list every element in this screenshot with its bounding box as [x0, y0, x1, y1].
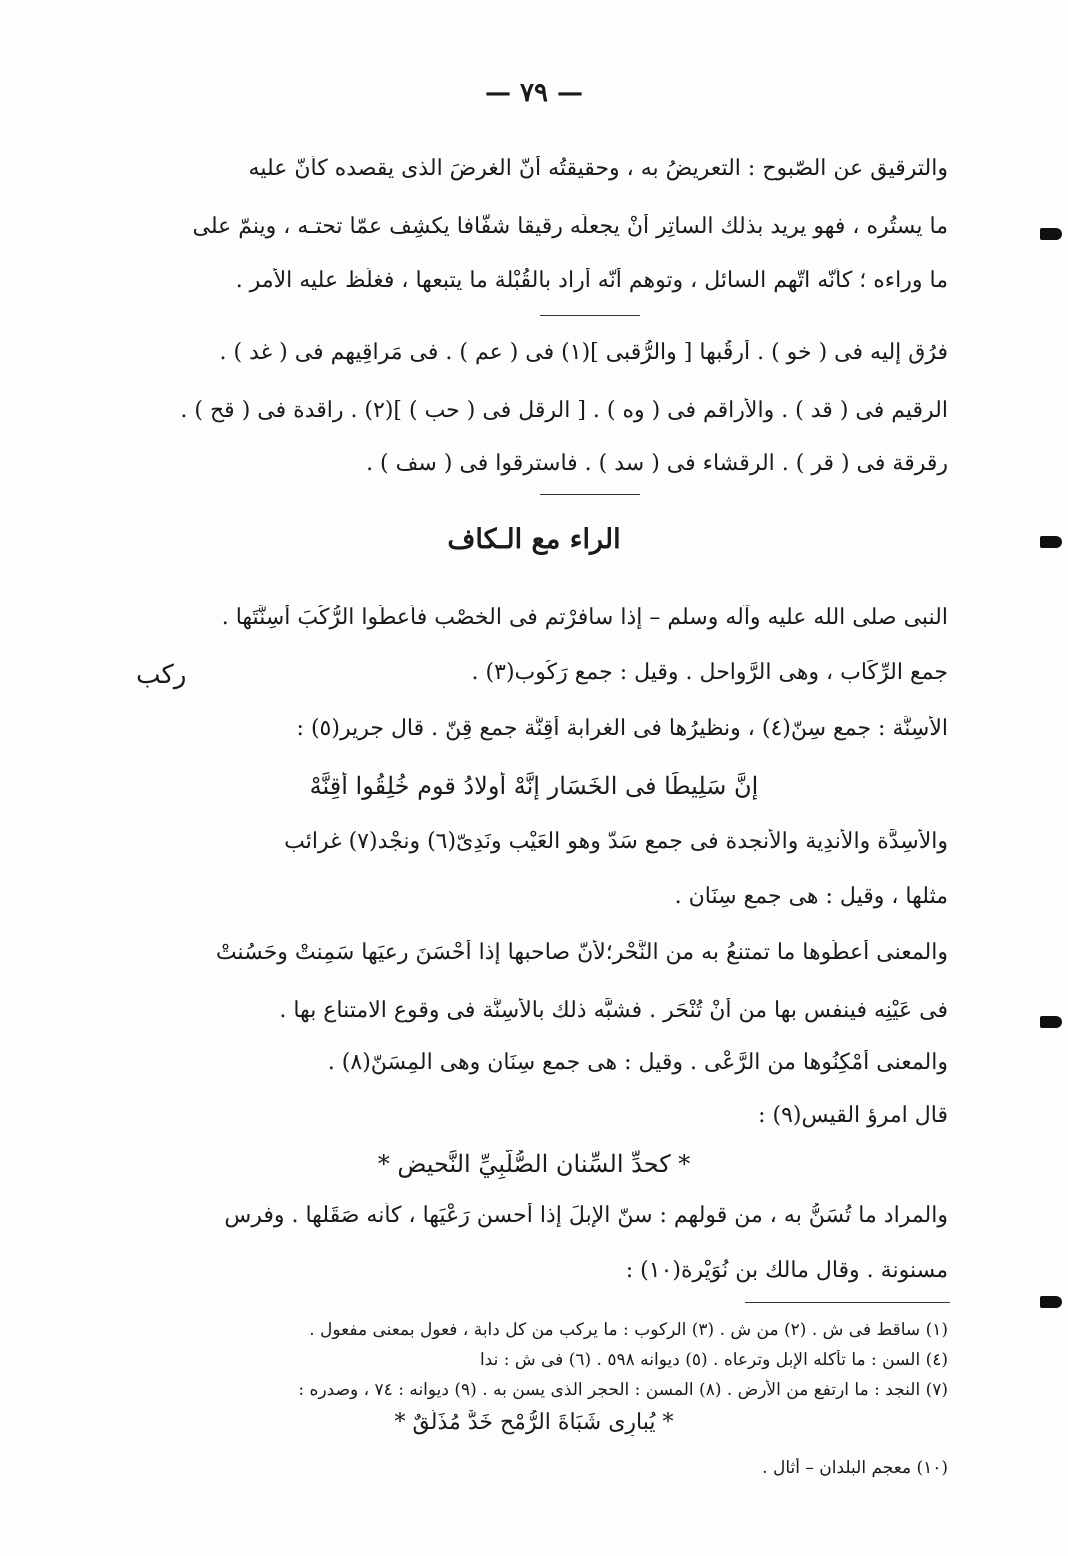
- margin-root-word: ركب: [136, 660, 187, 690]
- paragraph-line: والترقيق عن الصّبوح : التعريضُ به ، وحقيقتُه أنّ الغرضَ الذى يقصده كأنّ عليه: [248, 156, 948, 181]
- scan-edge-mark: [1040, 1296, 1062, 1308]
- paragraph-line: ما يستُره ، فهو يريد بذلك الساتِر أنْ يجعلَه رقيقا شفّافا يكشِف عمّا تحتـه ، وينمّ على: [192, 214, 948, 239]
- body-line: والمراد ما تُسَنُّ به ، من قولهم : سنّ الإبلَ إذا أحسن رَعْيَها ، كأنه صَقَلها . وفرس: [224, 1203, 948, 1228]
- body-line: فى عَيْنِه فينفس بها من أنْ تُنْحَر . فشبَّه ذلك بالأسِنَّة فى وقوع الامتناع بها .: [279, 998, 948, 1023]
- scan-edge-mark: [1040, 1016, 1062, 1028]
- footnote-line: (٤) السن : ما تأكله الإبل وترعاه . (٥) ديوانه ٥٩٨ . (٦) فى ش : ندا: [479, 1350, 948, 1370]
- paragraph-line: ما وراءه ؛ كأنّه اتّهم السائل ، وتوهم أنّه أراد بالقُبْلة ما يتبعها ، فغلّظ عليه الأمر .: [235, 268, 948, 293]
- body-line: جمع الرِّكَاب ، وهى الرَّواحل . وقيل : جمع رَكُوب(٣) .: [471, 660, 948, 685]
- scan-edge-mark: [1040, 536, 1062, 548]
- verse-line: إنَّ سَلِيطًا فى الخَسَار إنَّهْ أولادُ قومٍ خُلِقُوا أقِنَّهْ: [309, 772, 759, 800]
- body-line: والمعنى أعطُوها ما تمتنعُ به من النَّحْر؛لأنّ صاحبها إذا أحْسَنَ رعيَها سَمِنتْ وحَسُنتْ: [215, 940, 948, 965]
- footnote-line: (١) ساقط فى ش . (٢) من ش . (٣) الركوب : ما يركب من كل دابة ، فعول بمعنى مفعول .: [309, 1320, 948, 1340]
- footnote-line: (١٠) معجم البلدان – أثال .: [762, 1458, 948, 1478]
- scan-edge-mark: [1040, 228, 1062, 240]
- body-line: مثلها ، وقيل : هى جمع سِنَان .: [674, 884, 948, 909]
- body-line: مسنونة . وقال مالك بن نُوَيْرة(١٠) :: [625, 1258, 948, 1283]
- footnote-verse: * يُبارِى شَبَاةَ الرُّمْحِ خَدٌّ مُذَلَّقٌ *: [394, 1410, 674, 1435]
- body-line: والمعنى أمْكِنُوها من الرَّعْى . وقيل : هى جمع سِنَان وهى المِسَنّ(٨) .: [327, 1050, 948, 1075]
- reference-line: رقرقة فى ( قر ) . الرقشاء فى ( سد ) . فاسترقوا فى ( سف ) .: [366, 451, 948, 476]
- body-line: الأسِنَّة : جمع سِنّ(٤) ، ونظيرُها فى الغرابة أقِنَّة جمع قِنّ . قال جرير(٥) :: [296, 716, 948, 741]
- separator-rule: [540, 494, 640, 495]
- section-heading: الراء مع الـكاف: [447, 524, 621, 555]
- reference-line: الرقيم فى ( قد ) . والأراقم فى ( وه ) . [ الرقل فى ( حب ) ](٢) . راقدة فى ( قح ) .: [180, 398, 948, 423]
- body-line: والأسِدَّة والأندِية والأنجدة فى جمع سَدّ وهو العَيْب ونَدِىّ(٦) ونجْد(٧) غرائب: [284, 829, 948, 854]
- reference-line: فرُق إليه فى ( خو ) . أرقُبها [ والرُّقبى ](١) فى ( عم ) . فى مَراقِيهم فى ( غد ) .: [219, 340, 948, 365]
- footnote-line: (٧) النجد : ما ارتفع من الأرض . (٨) المسن : الحجر الذى يسن به . (٩) ديوانه : ٧٤ ، وصدره :: [298, 1380, 948, 1400]
- page-number: — ٧٩ —: [484, 78, 584, 108]
- footnote-rule: [745, 1302, 950, 1303]
- verse-line: * كحدِّ السِّنان الصُّلَّبِيِّ النَّحيضِ *: [377, 1150, 691, 1178]
- body-line: النبى صلى الله عليه وآله وسلم – إذا سافرْتم فى الخصْب فأعطُوا الرُّكُبَ أسِنَّتَها .: [221, 605, 948, 630]
- separator-rule: [540, 315, 640, 316]
- body-line: قال امرؤ القيس(٩) :: [758, 1103, 948, 1128]
